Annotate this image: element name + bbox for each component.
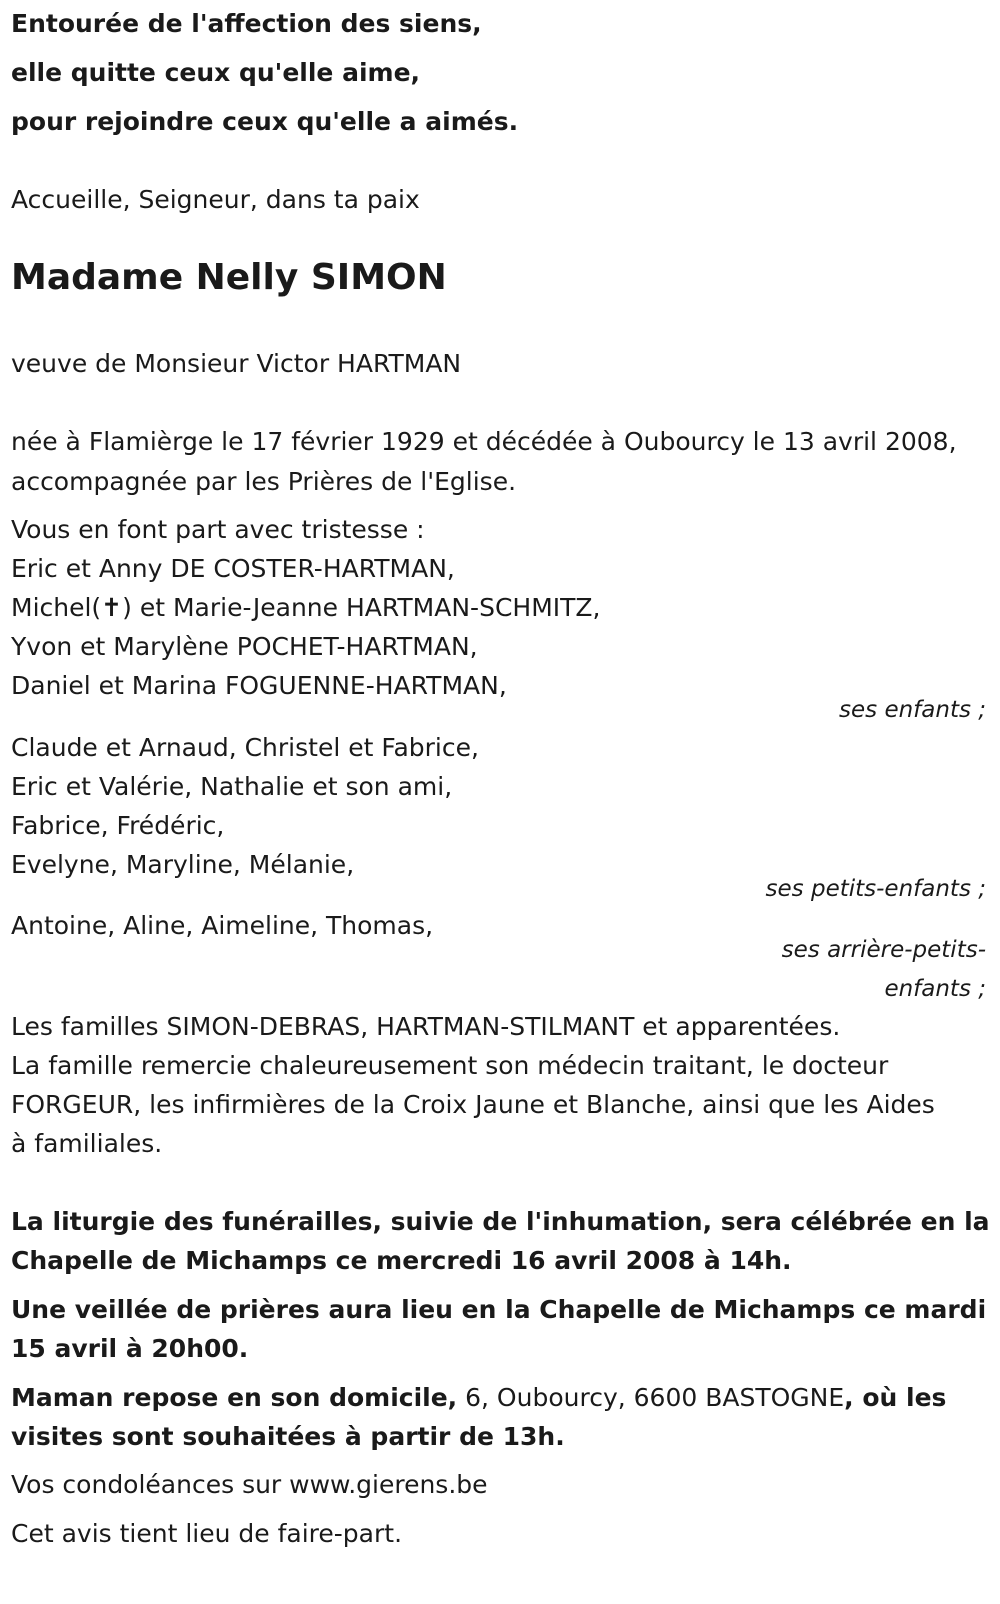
funeral-line: La liturgie des funérailles, suivie de l'inhumation, sera célébrée en la [11, 1207, 990, 1236]
prayer-line: Accueille, Seigneur, dans ta paix [11, 185, 420, 214]
families-line: Les familles SIMON-DEBRAS, HARTMAN-STILMANT et apparentées. [11, 1012, 841, 1041]
great-grandchildren-line: Antoine, Aline, Aimeline, Thomas, [11, 911, 434, 940]
deceased-name: Madame Nelly SIMON [11, 257, 447, 298]
great-grandchildren-label: ses arrière-petits- [781, 937, 986, 963]
condolences-line: Vos condoléances sur www.gierens.be [11, 1470, 488, 1499]
announce-line: Vous en font part avec tristesse : [11, 515, 425, 544]
epigraph-line: pour rejoindre ceux qu'elle a aimés. [11, 107, 519, 136]
thanks-line: à familiales. [11, 1129, 163, 1158]
epigraph-line: Entourée de l'affection des siens, [11, 9, 482, 38]
vigil-line: Une veillée de prières aura lieu en la Chapelle de Michamps ce mardi [11, 1295, 987, 1324]
children-label: ses enfants ; [839, 697, 986, 723]
grandchild-line: Eric et Valérie, Nathalie et son ami, [11, 772, 453, 801]
epigraph-line: elle quitte ceux qu'elle aime, [11, 58, 421, 87]
notice-line: Cet avis tient lieu de faire-part. [11, 1519, 403, 1548]
rest-tail: , où les [844, 1383, 947, 1412]
great-grandchildren-label: enfants ; [884, 976, 986, 1002]
child-line: Daniel et Marina FOGUENNE-HARTMAN, [11, 671, 507, 700]
grandchild-line: Evelyne, Maryline, Mélanie, [11, 850, 355, 879]
grandchildren-label: ses petits-enfants ; [765, 876, 986, 902]
child-line: Michel(✝) et Marie-Jeanne HARTMAN-SCHMITZ, [11, 593, 601, 622]
child-line: Yvon et Marylène POCHET-HARTMAN, [11, 632, 478, 661]
thanks-line: La famille remercie chaleureusement son médecin traitant, le docteur [11, 1051, 889, 1080]
dates-line: née à Flamièrge le 17 février 1929 et décédée à Oubourcy le 13 avril 2008, [11, 427, 957, 456]
dates-line: accompagnée par les Prières de l'Eglise. [11, 467, 517, 496]
vigil-line: 15 avril à 20h00. [11, 1334, 249, 1363]
rest-address: 6, Oubourcy, 6600 BASTOGNE [457, 1383, 845, 1412]
rest-line-2: visites sont souhaitées à partir de 13h. [11, 1422, 565, 1451]
funeral-line: Chapelle de Michamps ce mercredi 16 avril 2008 à 14h. [11, 1246, 792, 1275]
grandchild-line: Fabrice, Frédéric, [11, 811, 225, 840]
widow-line: veuve de Monsieur Victor HARTMAN [11, 349, 462, 378]
grandchild-line: Claude et Arnaud, Christel et Fabrice, [11, 733, 479, 762]
rest-lead: Maman repose en son domicile, [11, 1383, 458, 1412]
thanks-line: FORGEUR, les infirmières de la Croix Jaune et Blanche, ainsi que les Aides [11, 1090, 935, 1119]
child-line: Eric et Anny DE COSTER-HARTMAN, [11, 554, 455, 583]
rest-line [11, 1378, 946, 1418]
